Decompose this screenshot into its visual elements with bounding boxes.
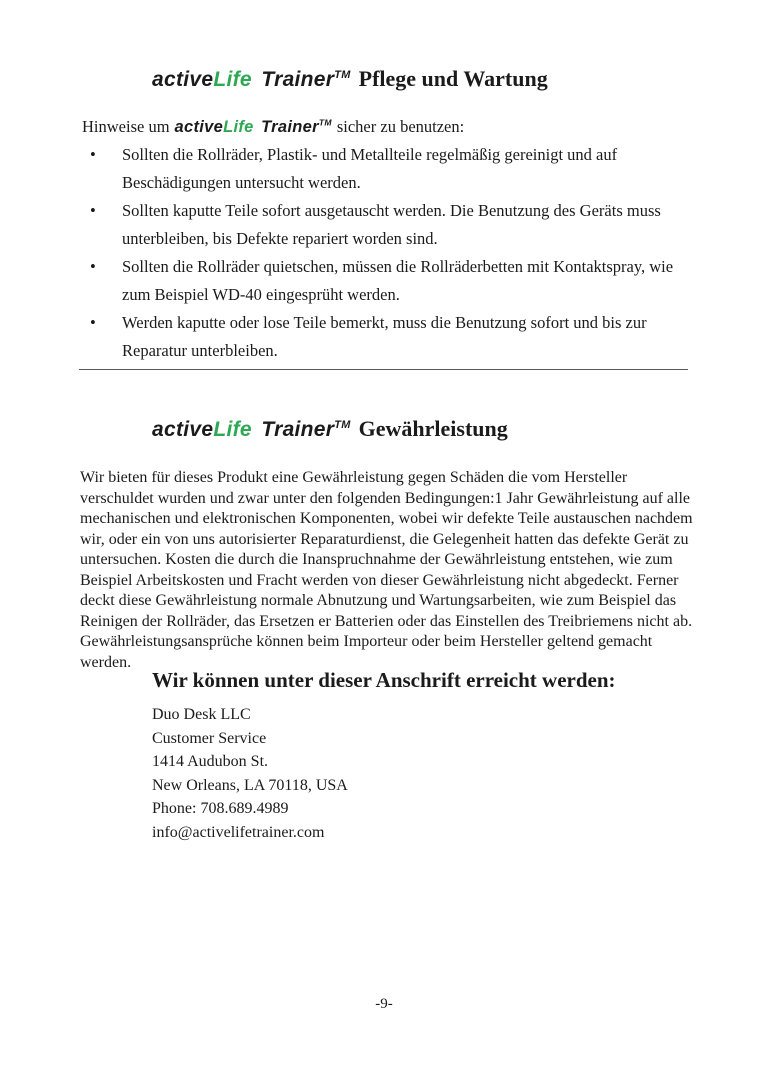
brand-word-active: active: [174, 118, 224, 136]
bullet-icon: •: [90, 313, 96, 332]
warranty-title-text: Gewährleistung: [358, 416, 508, 441]
contact-email: info@activelifetrainer.com: [152, 823, 325, 841]
contact-block: [152, 668, 632, 844]
bullet-text: Sollten die Rollräder quietschen, müssen die Rollräderbetten mit Kontaktspray, wie zum Beispiel WD-40 eingesprüht werden.: [122, 257, 674, 304]
list-item: [90, 197, 694, 253]
warranty-paragraph: Wir bieten für dieses Produkt eine Gewährleistung gegen Schäden die vom Hersteller verschuldet wurden und zwar unter den folgenden Bedingungen:1 Jahr Gewährleistung auf alle mechanischen und elektronischen Komponenten, wobei wir defekte Teile austauschen nachdem wir, oder ein von uns autorisierter Reparaturdienst, die Gelegenheit hatten das defekte Gerät zu untersuchen. Kosten die durch die Inanspruchnahme der Gewährleistung entstehen, wie zum Beispiel Arbeitskosten und Fracht werden von dieser Gewährleistung nicht abgedeckt. Ferner deckt diese Gewährleistung normale Abnutzung und Wartungsarbeiten, wie zum Beispiel das Reinigen der Rollräder, das Ersetzen er Batterien oder das Einstellen des Treibriemens nicht ab. Gewährleistungsansprüche können beim Importeur oder beim Hersteller geltend gemacht werden.: [80, 469, 693, 671]
bullet-text: Sollten kaputte Teile sofort ausgetauscht werden. Die Benutzung des Geräts muss unterbleiben, bis Defekte repariert worden sind.: [122, 201, 661, 248]
list-item: [90, 309, 694, 365]
contact-heading: Wir können unter dieser Anschrift erreicht werden:: [152, 668, 616, 692]
brand-word-life: Life: [213, 418, 252, 441]
list-item: [90, 253, 694, 309]
bullet-text: Sollten die Rollräder, Plastik- und Metallteile regelmäßig gereinigt und auf Beschädigungen untersucht werden.: [122, 145, 618, 192]
contact-company: Duo Desk LLC: [152, 706, 251, 723]
brand-logo: [152, 68, 351, 91]
care-section-title: [152, 66, 548, 92]
brand-logo-inline: [175, 118, 332, 136]
brand-logo: [152, 418, 351, 441]
bullet-text: Werden kaputte oder lose Teile bemerkt, muss die Benutzung sofort und bis zur Reparatur unterbleiben.: [122, 313, 647, 360]
care-bullet-list: [90, 141, 694, 365]
trademark-superscript: TM: [318, 117, 332, 128]
section-divider: [79, 369, 688, 370]
contact-phone: Phone: 708.689.4989: [152, 800, 289, 817]
brand-word-active: active: [152, 418, 214, 441]
contact-street: 1414 Audubon St.: [152, 753, 269, 770]
warranty-section-title: [152, 416, 508, 442]
intro-text-before: Hinweise um: [82, 117, 170, 136]
brand-word-trainer: Trainer: [261, 118, 319, 136]
intro-text-after: sicher zu benutzen:: [336, 117, 465, 136]
trademark-superscript: TM: [334, 69, 351, 81]
contact-department: Customer Service: [152, 729, 267, 747]
bullet-icon: •: [90, 201, 96, 220]
list-item: [90, 141, 694, 197]
brand-word-active: active: [152, 68, 214, 91]
trademark-superscript: TM: [334, 419, 351, 431]
brand-word-life: Life: [223, 118, 254, 136]
contact-city: New Orleans, LA 70118, USA: [152, 776, 348, 794]
brand-word-trainer: Trainer: [261, 68, 335, 91]
bullet-icon: •: [90, 257, 96, 276]
care-title-text: Pflege und Wartung: [358, 66, 548, 91]
brand-word-life: Life: [213, 68, 252, 91]
page-number: -9-: [375, 996, 393, 1012]
brand-word-trainer: Trainer: [261, 418, 335, 441]
bullet-icon: •: [90, 145, 96, 164]
care-intro-line: [82, 117, 464, 137]
